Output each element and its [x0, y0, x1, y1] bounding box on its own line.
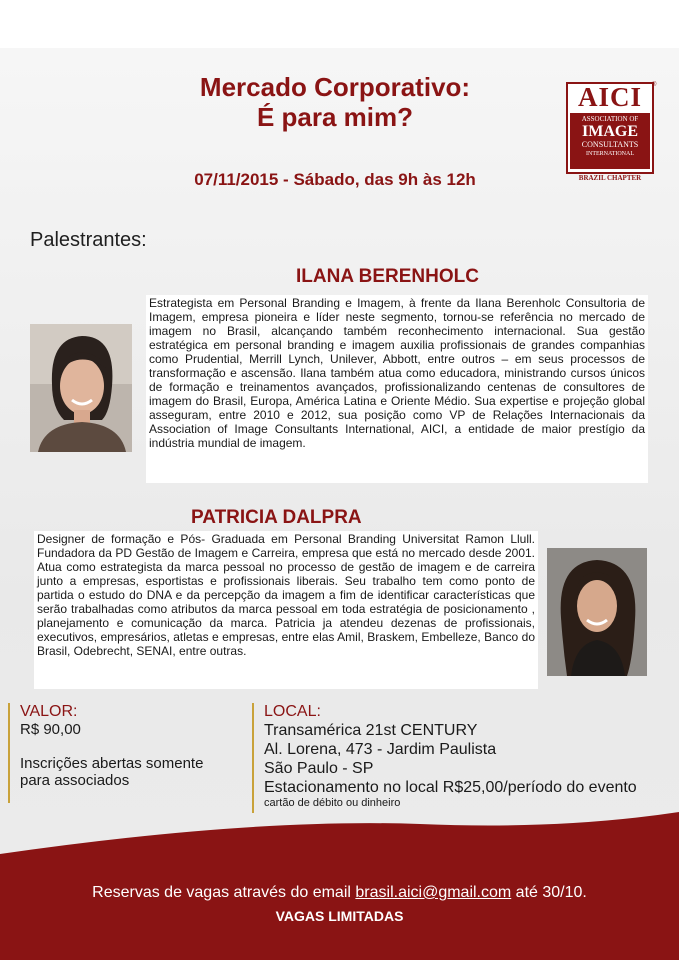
parking-info: Estacionamento no local R$25,00/período do evento [264, 779, 637, 796]
logo-acronym: AICI [577, 82, 642, 112]
speaker-bio-ilana: Estrategista em Personal Branding e Imagem, à frente da Ilana Berenholc Consultoria de Imagem, empresa pioneira e líder neste segmento, tornou-se referência no mercado de imagem no Brasil, alcançando também reconhecimento internacional. Sua gestão estratégica em personal branding e imagem auxilia profissionais de grandes companhias como Prudential, Merrill Lynch, Unilever, Abbott, entre outros – em seus processos de transformação e ascensão. Ilana também atua como educadora, ministrando cursos únicos de formação e treinamentos avançados, profissionalizando centenas de consultores de imagem do Brasil, Europa, América Latina e Oriente Médio. Sua expertise e projeção global asseguram, entre 2010 e 2012, sua posição como VP de Relações Internacionais da Association of Image Consultants International, AICI, a entidade de maior prestígio da indústria mundial de imagem. [146, 295, 648, 483]
email-link[interactable]: brasil.aici@gmail.com [355, 884, 512, 901]
logo-line-1: ASSOCIATION OF [581, 115, 639, 123]
top-strip [0, 0, 679, 48]
reservation-suffix: até 30/10. [511, 884, 587, 901]
registered-mark: ® [652, 82, 657, 88]
venue-name: Transamérica 21st CENTURY [264, 722, 478, 739]
portrait-icon [547, 548, 647, 676]
logo-line-3: CONSULTANTS [581, 140, 639, 149]
reservation-text [0, 884, 679, 902]
venue-address: Al. Lorena, 473 - Jardim Paulista [264, 741, 497, 758]
event-title [150, 72, 520, 132]
logo-line-2: IMAGE [582, 123, 638, 140]
title-line-1: Mercado Corporativo: [199, 72, 471, 102]
logo-band [570, 113, 650, 169]
logo-line-4: INTERNATIONAL [586, 151, 634, 157]
payment-info: cartão de débito ou dinheiro [264, 797, 401, 809]
price-value: R$ 90,00 [20, 721, 81, 738]
speaker-bio-patricia: Designer de formação e Pós- Graduada em Personal Branding Universitat Ramon Llull. Fundadora da PD Gestão de Imagem e Carreira, empresa que está no mercado desde 2001. Atua como estrategista da marca pessoal no processo de gestão de imagem e de carreira junto a empresas, esportistas e profissionais liberais. Seu trabalho tem como ponto de partida o estudo do DNA e da percepção da imagem a fim de identificar características que serão trabalhadas como atributos da marca pessoal em toda estratégia de posicionamento , planejamento e comunicação da marca. Patricia ja atendeu dezenas de profissionais, executivos, empresários, atletas e empresas, entre elas Amil, Braskem, Embelleze, Banco do Brasil, Odebrecht, SENAI, entre outras. [34, 531, 538, 689]
footer [0, 810, 679, 960]
reservation-prefix: Reservas de vagas através do email [92, 884, 356, 901]
speaker-name-ilana: ILANA BERENHOLC [296, 266, 479, 287]
title-line-2: É para mim? [256, 102, 414, 132]
registration-note-line-1: Inscrições abertas somente [20, 755, 204, 772]
limited-seats: VAGAS LIMITADAS [275, 908, 404, 924]
aici-logo [566, 82, 657, 185]
price-label: VALOR: [20, 703, 78, 720]
event-date: 07/11/2015 - Sábado, das 9h às 12h [194, 170, 476, 189]
price-section [8, 703, 203, 803]
venue-city: São Paulo - SP [264, 760, 374, 777]
speaker-name-patricia: PATRICIA DALPRA [191, 507, 362, 528]
location-section [252, 703, 637, 813]
location-label: LOCAL: [264, 703, 321, 720]
logo-chapter: BRAZIL CHAPTER [578, 174, 642, 182]
speaker-photo-ilana [30, 324, 132, 452]
registration-note-line-2: para associados [20, 772, 130, 789]
speaker-photo-patricia [547, 548, 647, 676]
portrait-icon [30, 324, 132, 452]
speakers-heading: Palestrantes: [30, 229, 147, 251]
